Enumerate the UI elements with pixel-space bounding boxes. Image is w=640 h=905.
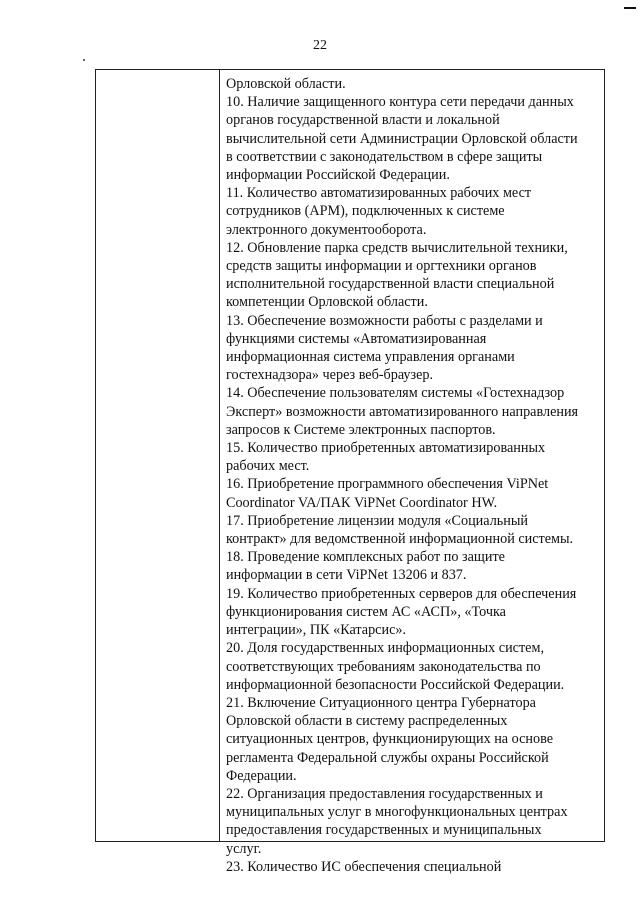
text-line: в соответствии с законодательством в сфере защиты (226, 148, 543, 165)
text-line: 11. Количество автоматизированных рабочих мест (226, 185, 532, 202)
column-divider (219, 70, 220, 841)
text-line: информационной безопасности Российской Федерации. (226, 676, 565, 693)
text-line: 13. Обеспечение возможности работы с разделами и (226, 312, 543, 329)
table-left-cell (96, 70, 219, 841)
text-line: вычислительной сети Администрации Орловской области (226, 130, 578, 147)
text-line: 15. Количество приобретенных автоматизированных (226, 440, 546, 457)
text-line: Эксперт» возможности автоматизированного направления (226, 403, 579, 420)
scan-speck (83, 59, 85, 61)
text-line: 16. Приобретение программного обеспечения ViPNet (226, 476, 549, 493)
text-line: запросов к Системе электронных паспортов. (226, 421, 496, 438)
text-line: сотрудников (АРМ), подключенных к системе (226, 203, 505, 220)
text-line: 18. Проведение комплексных работ по защите (226, 549, 505, 566)
text-line: органов государственной власти и локальной (226, 112, 500, 129)
text-line: Федерации. (226, 767, 297, 784)
text-line: интеграции», ПК «Катарсис». (226, 622, 407, 639)
text-line: информации в сети ViPNet 13206 и 837. (226, 567, 467, 584)
text-line: 19. Количество приобретенных серверов для обеспечения (226, 585, 577, 602)
text-line: исполнительной государственной власти специальной (226, 276, 555, 293)
text-line: 20. Доля государственных информационных систем, (226, 640, 544, 657)
text-line: средств защиты информации и оргтехники органов (226, 258, 537, 275)
text-line: 12. Обновление парка средств вычислительной техники, (226, 239, 568, 256)
text-line: Орловской области. (226, 76, 346, 92)
text-line: 22. Организация предоставления государственных и (226, 785, 543, 802)
content-table (95, 69, 605, 875)
text-line: муниципальных услуг в многофункциональных центрах (226, 804, 568, 821)
text-line: Coordinator VA/ПАК ViPNet Coordinator HW. (226, 494, 498, 511)
text-line: функциями системы «Автоматизированная (226, 330, 487, 347)
text-line: 23. Количество ИС обеспечения специальной (226, 858, 502, 875)
text-line: компетенции Орловской области. (226, 294, 428, 311)
page-number: 22 (313, 38, 327, 53)
text-line: контракт» для ведомственной информационной системы. (226, 531, 574, 548)
text-line: Орловской области в систему распределенных (226, 713, 508, 730)
text-line: 17. Приобретение лицензии модуля «Социальный (226, 512, 528, 529)
scan-edge-mark (624, 7, 636, 9)
text-line: 14. Обеспечение пользователям системы «Гостехнадзор (226, 385, 565, 402)
text-line: информации Российской Федерации. (226, 167, 450, 184)
text-line: 10. Наличие защищенного контура сети передачи данных (226, 94, 574, 111)
text-line: информационная система управления органами (226, 349, 515, 366)
text-line: соответствующих требованиям законодательства по (226, 658, 541, 675)
text-line: предоставления государственных и муниципальных (226, 822, 542, 839)
text-line: услуг. (226, 840, 262, 857)
text-line: функционирования систем АС «АСП», «Точка (226, 603, 506, 620)
text-line: рабочих мест. (226, 458, 310, 475)
text-line: регламента Федеральной службы охраны Российской (226, 749, 549, 766)
text-line: гостехнадзора» через веб-браузер. (226, 367, 434, 384)
text-line: 21. Включение Ситуационного центра Губернатора (226, 694, 536, 711)
text-line: электронного документооборота. (226, 221, 427, 238)
text-line: ситуационных центров, функционирующих на основе (226, 731, 553, 748)
table-right-cell (226, 75, 604, 876)
